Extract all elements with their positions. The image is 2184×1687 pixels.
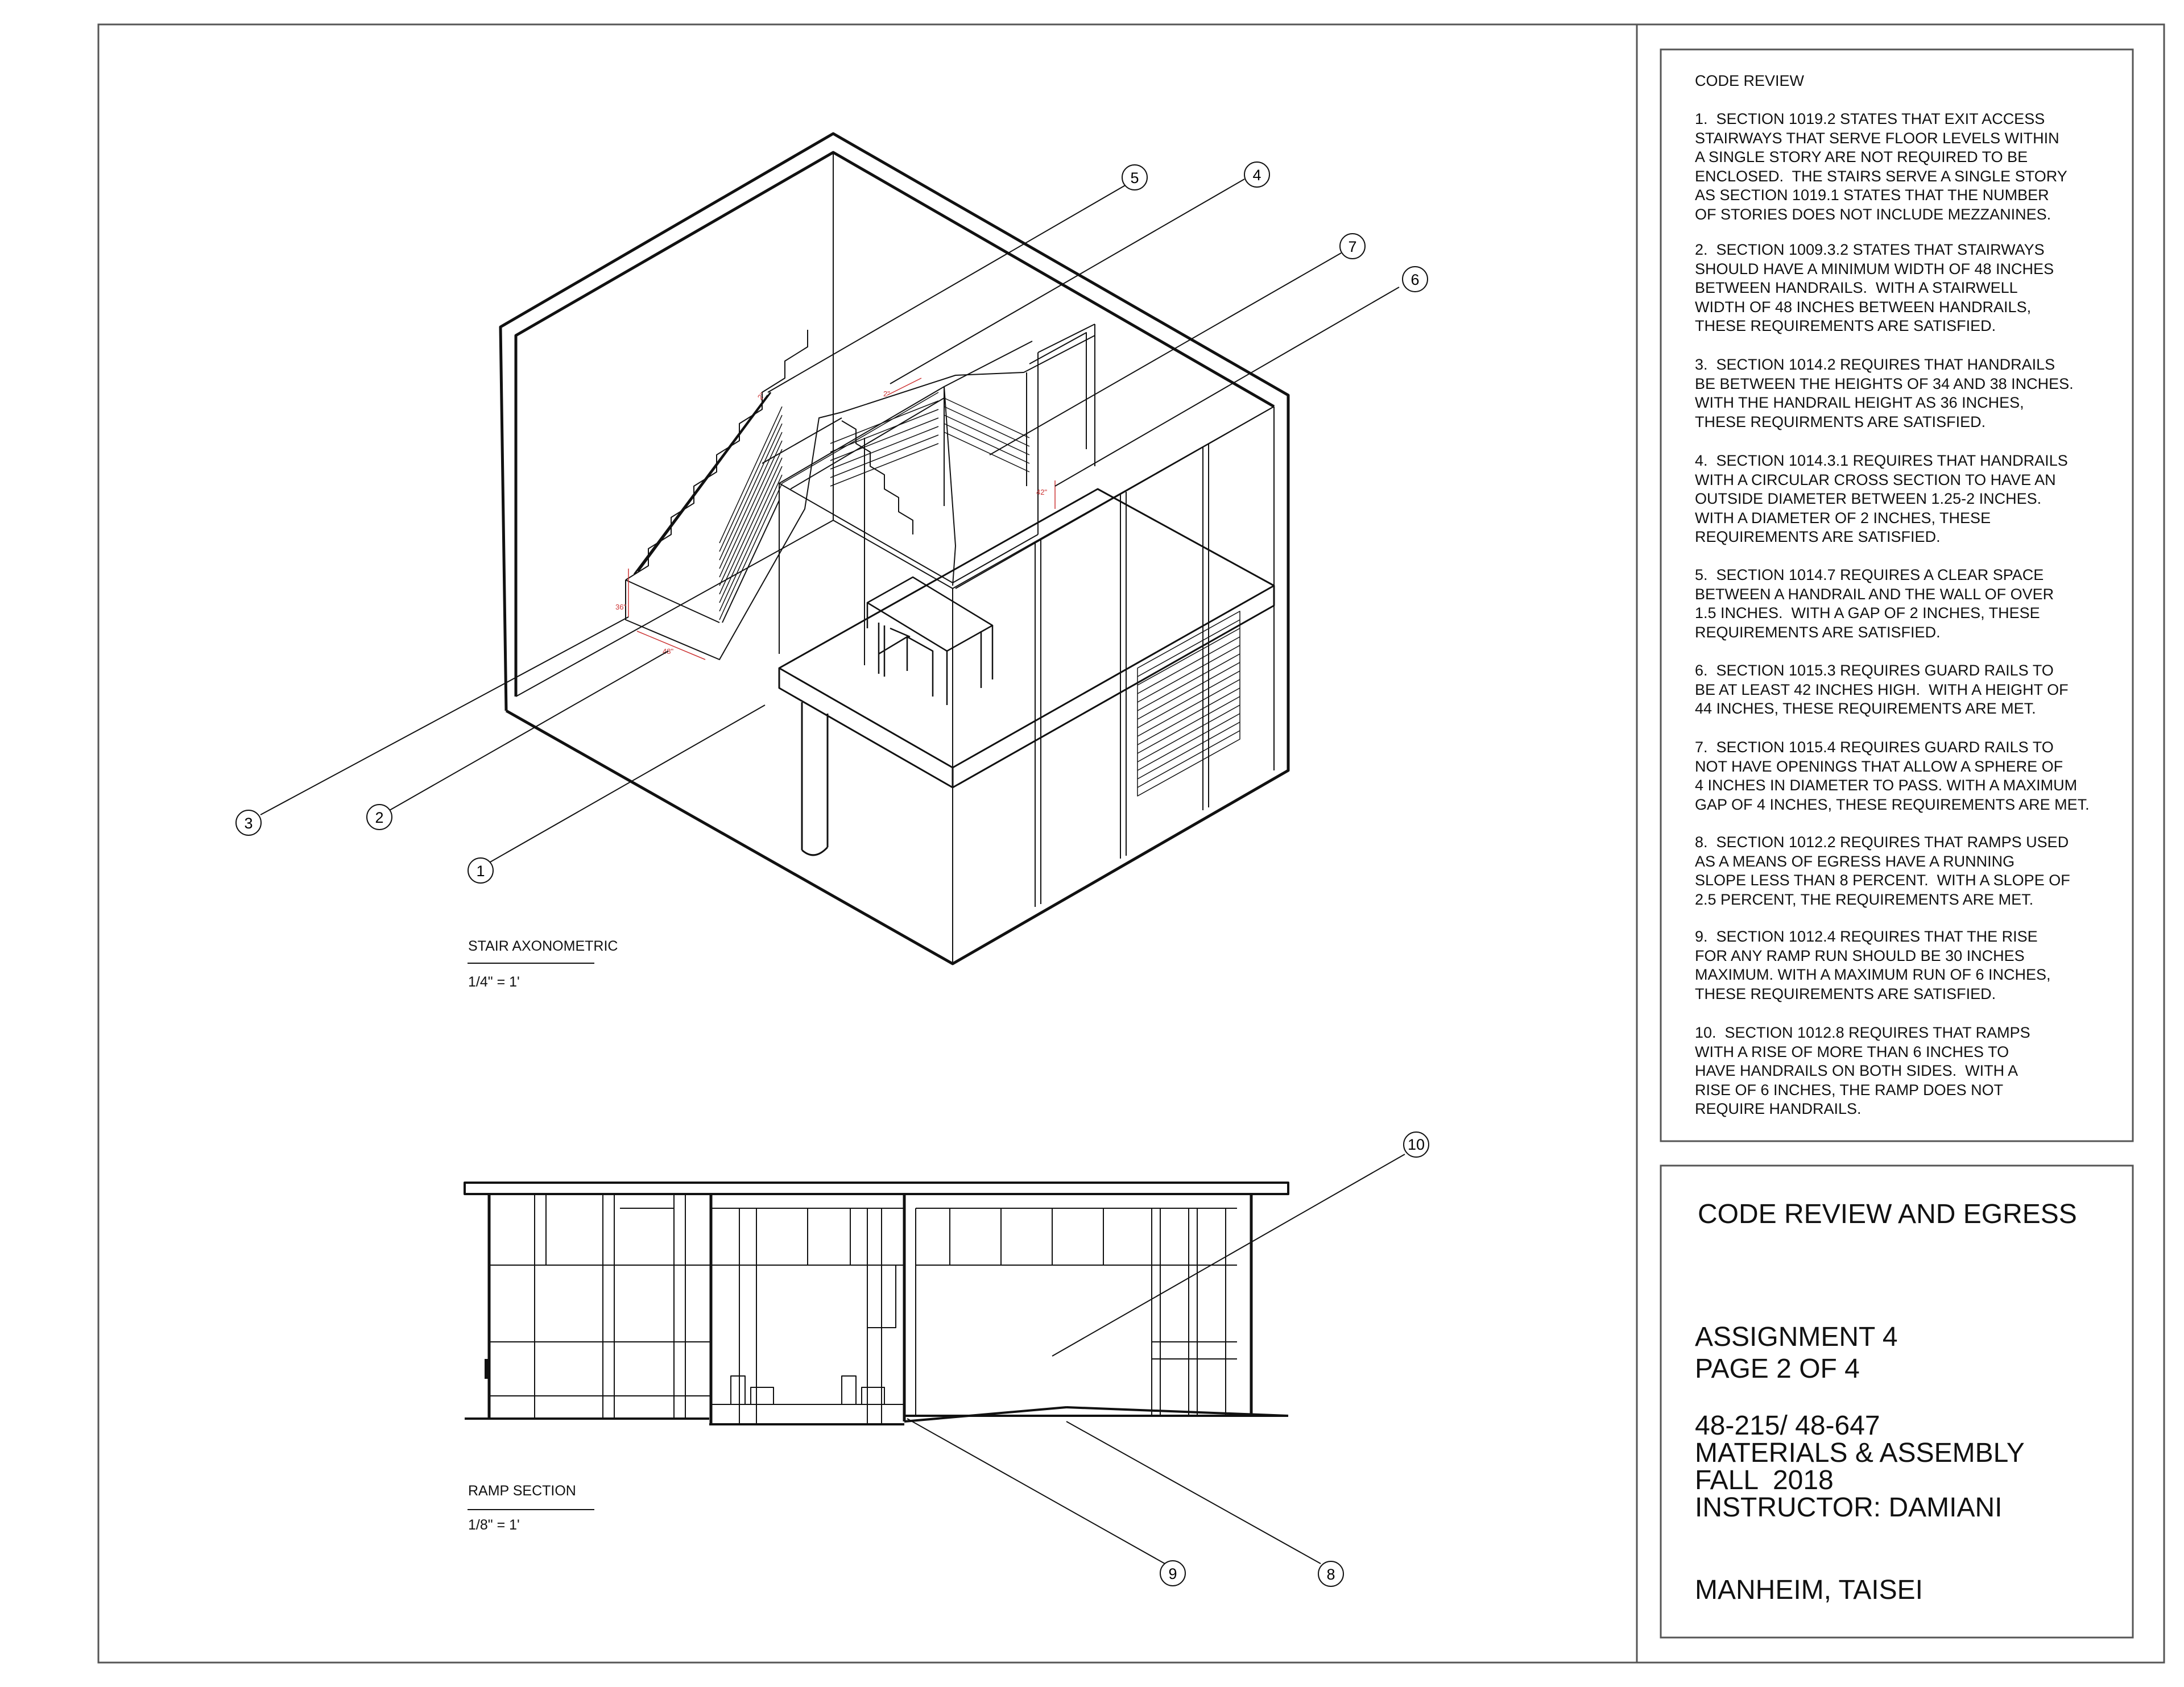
code-note-9-line: FOR ANY RAMP RUN SHOULD BE 30 INCHES [1695,947,2025,964]
glazing-right [916,1208,1237,1416]
callout-5 [1122,165,1147,190]
callout-6-label: 6 [1410,271,1420,288]
ramp-section [465,1183,1288,1424]
code-note-1-line: AS SECTION 1019.1 STATES THAT THE NUMBER [1695,186,2049,204]
code-note-1-line: A SINGLE STORY ARE NOT REQUIRED TO BE [1695,148,2028,165]
callout-10-label: 10 [1407,1136,1425,1153]
code-note-1-line: OF STORIES DOES NOT INCLUDE MEZZANINES. [1695,205,2051,223]
code-note-4-line: 4. SECTION 1014.3.1 REQUIRES THAT HANDRAILS [1695,452,2068,469]
dim-2in-wall: 2" [755,391,767,401]
code-note-3-line: THESE REQUIRMENTS ARE SATISFIED. [1695,413,1986,430]
code-note-6-line: BE AT LEAST 42 INCHES HIGH. WITH A HEIGHT OF [1695,681,2069,698]
code-note-1-line: STAIRWAYS THAT SERVE FLOOR LEVELS WITHIN [1695,129,2059,147]
desk [867,577,992,705]
code-note-4-line: OUTSIDE DIAMETER BETWEEN 1.25-2 INCHES. [1695,490,2042,507]
code-note-1-line: 1. SECTION 1019.2 STATES THAT EXIT ACCESS [1695,110,2045,127]
sheet-title: CODE REVIEW AND EGRESS [1698,1199,2077,1229]
callout-8 [1318,1561,1343,1586]
ramp-drawing-label: RAMP SECTION [468,1483,576,1499]
code-note-7-line: GAP OF 4 INCHES, THESE REQUIREMENTS ARE MET. [1695,795,2090,813]
curtain-wall [956,407,1274,907]
dimension-texts [615,389,1047,656]
code-note-8-line: 8. SECTION 1012.2 REQUIRES THAT RAMPS USED [1695,834,2069,851]
label-underlines [468,963,594,1510]
code-note-4-line: WITH A DIAMETER OF 2 INCHES, THESE [1695,509,1991,527]
glazing-left [489,1194,711,1419]
code-note-8-line: 2.5 PERCENT, THE REQUIREMENTS ARE MET. [1695,890,2034,908]
page-label: PAGE 2 OF 4 [1695,1354,1860,1384]
code-note-8-line: SLOPE LESS THAN 8 PERCENT. WITH A SLOPE OF [1695,872,2070,889]
glazing-middle [711,1208,904,1424]
code-note-3-line: 3. SECTION 1014.2 REQUIRES THAT HANDRAILS [1695,356,2055,373]
roof [465,1183,1288,1194]
column [802,702,828,855]
stair-drawing-label: STAIR AXONOMETRIC [468,938,618,954]
code-note-5-line: 5. SECTION 1014.7 REQUIRES A CLEAR SPACE [1695,566,2044,583]
code-note-10-line: WITH A RISE OF MORE THAN 6 INCHES TO [1695,1043,2009,1060]
enclosure-walls [500,134,1288,964]
course-number: 48-215/ 48-647 [1695,1411,1880,1441]
code-note-9-line: MAXIMUM. WITH A MAXIMUM RUN OF 6 INCHES, [1695,966,2051,983]
instructor: INSTRUCTOR: DAMIANI [1695,1493,2003,1523]
stair-drawing-scale: 1/4" = 1' [468,974,520,990]
callout-4-label: 4 [1252,167,1261,184]
callout-3-label: 3 [244,815,253,832]
code-note-6-line: 44 INCHES, THESE REQUIREMENTS ARE MET. [1695,700,2036,717]
code-note-7-line: 4 INCHES IN DIAMETER TO PASS. WITH A MAXIMUM [1695,777,2078,794]
code-note-7-line: NOT HAVE OPENINGS THAT ALLOW A SPHERE OF [1695,757,2063,775]
term: FALL 2018 [1695,1465,1834,1495]
assignment-label: ASSIGNMENT 4 [1695,1322,1898,1352]
code-note-2-line: WIDTH OF 48 INCHES BETWEEN HANDRAILS, [1695,298,2032,316]
code-note-6-line: 6. SECTION 1015.3 REQUIRES GUARD RAILS TO [1695,662,2054,679]
callout-5-label: 5 [1130,169,1139,186]
callout-9-label: 9 [1168,1565,1177,1582]
callouts [236,162,1429,1586]
door-hardware [485,1359,489,1379]
code-note-7-line: 7. SECTION 1015.4 REQUIRES GUARD RAILS TO [1695,739,2054,756]
code-note-5-line: 1.5 INCHES. WITH A GAP OF 2 INCHES, THESE [1695,604,2040,621]
code-note-10-line: HAVE HANDRAILS ON BOTH SIDES. WITH A [1695,1062,2018,1079]
code-note-9-line: 9. SECTION 1012.4 REQUIRES THAT THE RISE [1695,928,2038,945]
callout-10 [1404,1132,1429,1157]
callout-1-label: 1 [476,863,485,880]
code-review-heading: CODE REVIEW [1695,72,1805,89]
dim-48in: 48" [663,647,674,656]
course-name: MATERIALS & ASSEMBLY [1695,1438,2025,1468]
code-note-2-line: BETWEEN HANDRAILS. WITH A STAIRWELL [1695,279,2018,296]
code-note-4-line: WITH A CIRCULAR CROSS SECTION TO HAVE AN [1695,471,2056,488]
code-note-10-line: 10. SECTION 1012.8 REQUIRES THAT RAMPS [1695,1024,2030,1041]
dim-2in-rail: 2" [883,389,890,398]
callout-7-label: 7 [1348,238,1357,255]
code-note-1-line: ENCLOSED. THE STAIRS SERVE A SINGLE STORY [1695,167,2067,185]
stair-run [626,330,1024,660]
code-note-2-line: 2. SECTION 1009.3.2 STATES THAT STAIRWAYS [1695,241,2045,258]
callout-2 [367,805,392,830]
code-note-5-line: BETWEEN A HANDRAIL AND THE WALL OF OVER [1695,585,2054,603]
code-note-10-line: REQUIRE HANDRAILS. [1695,1100,1862,1117]
guard-rail [779,324,1095,665]
callout-1 [468,858,493,883]
stair-guard [719,392,1029,620]
code-note-8-line: AS A MEANS OF EGRESS HAVE A RUNNING [1695,852,2015,870]
code-note-3-line: WITH THE HANDRAIL HEIGHT AS 36 INCHES, [1695,394,2024,411]
floor [465,1407,1288,1424]
callout-7 [1340,234,1365,259]
code-note-3-line: BE BETWEEN THE HEIGHTS OF 34 AND 38 INCHES. [1695,375,2074,392]
callout-2-label: 2 [375,809,384,826]
wall-handrail [634,392,771,574]
enclosure-inner-edges [516,152,1274,964]
code-note-4-line: REQUIREMENTS ARE SATISFIED. [1695,528,1941,545]
title-block-frame [1661,1166,2133,1638]
ramp-drawing-scale: 1/8" = 1' [468,1517,520,1533]
author: MANHEIM, TAISEI [1695,1575,1923,1605]
mezzanine-slab [779,489,1274,787]
code-note-2-line: SHOULD HAVE A MINIMUM WIDTH OF 48 INCHES [1695,260,2054,277]
stair-axonometric [500,134,1288,964]
callout-3 [236,810,261,835]
callout-9 [1160,1561,1185,1586]
code-note-2-line: THESE REQUIREMENTS ARE SATISFIED. [1695,317,1996,334]
dim-36in: 36" [615,603,627,611]
louver-panel [1138,611,1240,796]
callout-8-label: 8 [1326,1566,1335,1583]
callout-6 [1403,267,1428,292]
code-note-10-line: RISE OF 6 INCHES, THE RAMP DOES NOT [1695,1081,2004,1099]
dim-42in: 42" [1036,488,1048,496]
code-note-9-line: THESE REQUIREMENTS ARE SATISFIED. [1695,985,1996,1002]
callout-4 [1244,162,1269,187]
code-note-5-line: REQUIREMENTS ARE SATISFIED. [1695,623,1941,641]
